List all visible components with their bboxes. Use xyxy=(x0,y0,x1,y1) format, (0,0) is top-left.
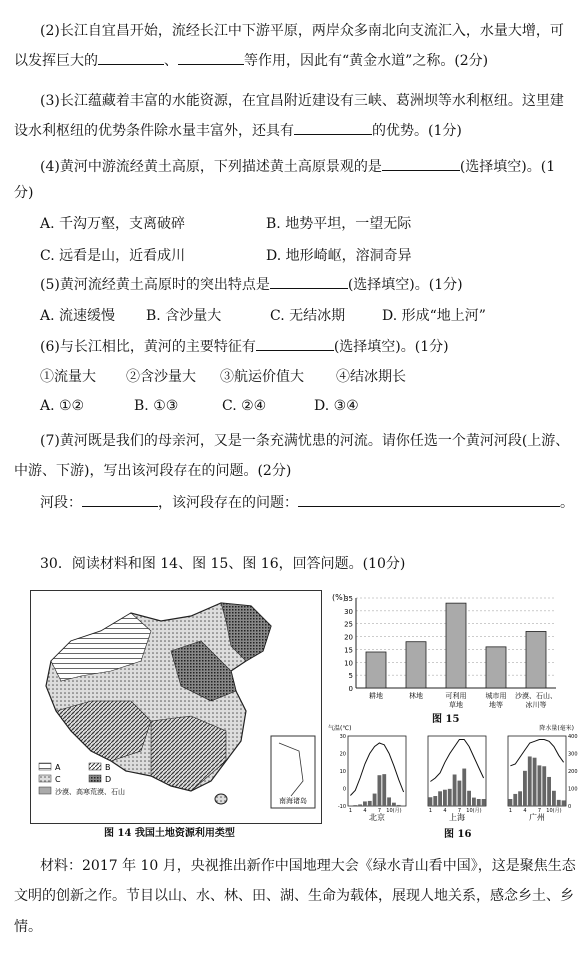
china-land-use-map xyxy=(31,591,321,823)
y-tick-label: 5 xyxy=(348,672,353,681)
q6-line1: (6)与长江相比，黄河的主要特征有 (选择填空)。(1分) xyxy=(40,336,449,356)
inset-label: 南海诸岛 xyxy=(279,797,307,805)
x-tick-label: 耕地 xyxy=(369,692,383,700)
q3-line2: 设水利枢纽的优势条件除水量丰富外，还具有 的优势。(1分) xyxy=(14,120,462,140)
y-tick-label: 35 xyxy=(344,595,353,603)
q6-item-1: ①流量大 xyxy=(40,369,96,385)
q2-line2: 以发挥巨大的 、 等作用，因此有“黄金水道”之称。(2分) xyxy=(14,50,488,70)
q4-option-a[interactable]: A. 千沟万壑，支离破碎 xyxy=(40,216,186,232)
q5-line1: (5)黄河流经黄土高原时的突出特点是 (选择填空)。(1分) xyxy=(40,274,463,294)
precip-bar xyxy=(462,769,466,806)
y-tick-left: 20 xyxy=(339,751,346,758)
q6-option-a[interactable]: A. ①② xyxy=(40,398,85,414)
precip-bar xyxy=(373,794,377,806)
q4-line2: 分) xyxy=(14,185,34,201)
bar xyxy=(406,642,426,688)
x-tick-label: 地等 xyxy=(489,701,503,709)
y-tick-right: 200 xyxy=(568,769,578,775)
figure-15-caption: 图 15 xyxy=(432,714,460,725)
figure-14-caption: 图 14 我国土地资源利用类型 xyxy=(104,828,235,839)
y-tick-right: 100 xyxy=(568,786,578,793)
x-tick-label: 1 xyxy=(428,808,433,814)
q5-option-b[interactable]: B. 含沙量大 xyxy=(146,308,222,324)
y-tick-left: 0 xyxy=(342,786,346,793)
q6-option-d[interactable]: D. ③④ xyxy=(314,398,359,414)
q4-option-b[interactable]: B. 地势平坦，一望无际 xyxy=(266,216,412,232)
q6-option-c[interactable]: C. ②④ xyxy=(222,398,267,414)
q7-blank-problem[interactable] xyxy=(298,492,560,507)
q6-blank[interactable] xyxy=(256,336,334,351)
city-name: 北京 xyxy=(369,813,385,822)
y-tick-right: 300 xyxy=(568,751,578,758)
precip-bar xyxy=(477,799,481,806)
y-axis-label: (%) xyxy=(332,593,346,602)
q6-option-b[interactable]: B. ①③ xyxy=(134,398,179,414)
q5-option-a[interactable]: A. 流速缓慢 xyxy=(40,308,116,324)
q4-line1: (4)黄河中游流经黄土高原，下列描述黄土高原景观的是 (选择填空)。(1 xyxy=(40,156,555,176)
y-tick-left: -10 xyxy=(337,804,346,810)
city-name: 广州 xyxy=(529,813,545,822)
y-tick-label: 30 xyxy=(344,607,353,616)
x-tick-label: 1 xyxy=(508,808,513,814)
precip-bar xyxy=(513,794,517,806)
precip-bar xyxy=(438,791,442,806)
precip-bar xyxy=(392,803,396,806)
y-tick-right: 400 xyxy=(568,734,578,740)
precip-bar xyxy=(448,789,452,806)
x-tick-label: 10(月) xyxy=(466,808,482,814)
q6-item-2: ②含沙量大 xyxy=(126,369,196,385)
city-name: 上海 xyxy=(449,813,465,822)
precip-bar xyxy=(429,797,433,806)
precip-bar xyxy=(542,766,546,806)
x-tick-label: 4 xyxy=(443,808,447,814)
legend-b: B xyxy=(105,763,111,772)
climate-panel xyxy=(428,736,486,806)
q6-item-4: ④结冰期长 xyxy=(336,369,406,385)
temperature-line xyxy=(510,740,563,766)
x-tick-label: 沙漠、石山、 xyxy=(515,692,557,700)
precip-bar xyxy=(518,791,522,806)
y-axis-label-right: 降水量(毫米) xyxy=(539,725,574,732)
x-tick-label: 可利用 xyxy=(445,692,467,700)
precip-bar xyxy=(557,800,561,806)
figure-16-caption: 图 16 xyxy=(444,829,472,840)
precip-bar xyxy=(552,791,556,806)
x-tick-label: 7 xyxy=(377,808,382,814)
climate-panel xyxy=(348,736,406,806)
x-tick-label: 林地 xyxy=(409,692,423,700)
x-tick-label: 10(月) xyxy=(546,808,562,814)
material-line1: 材料：2017 年 10 月，央视推出新作中国地理大会《绿水青山看中国》，这是聚焦生态 xyxy=(40,858,576,874)
material-line2: 文明的创新之作。节目以山、水、林、田、湖、生命为载体，展现人地关系，感念乡土、乡 xyxy=(14,888,574,904)
y-tick-label: 0 xyxy=(348,685,353,693)
precip-bar xyxy=(353,805,357,806)
precip-bar xyxy=(509,799,513,806)
q3-blank[interactable] xyxy=(294,120,372,135)
y-tick-right: 0 xyxy=(568,804,572,810)
precip-bar xyxy=(523,771,527,806)
q2-blank-2[interactable] xyxy=(178,50,244,65)
precip-bar xyxy=(458,781,462,806)
precip-bar xyxy=(387,797,391,806)
figure-16-chart xyxy=(326,722,576,822)
q7-blank-section[interactable] xyxy=(82,492,158,507)
bar xyxy=(486,647,506,688)
y-tick-label: 15 xyxy=(344,646,353,655)
precip-bar xyxy=(562,800,566,806)
q7-line1: (7)黄河既是我们的母亲河，又是一条充满忧患的河流。请你任选一个黄河河段(上游、 xyxy=(40,433,570,449)
legend-a: A xyxy=(55,763,61,772)
q5-option-c[interactable]: C. 无结冰期 xyxy=(270,308,346,324)
x-tick-label: 冰川等 xyxy=(525,701,547,709)
precip-bar xyxy=(358,804,362,806)
bar xyxy=(526,631,546,688)
y-tick-label: 20 xyxy=(344,633,353,642)
x-tick-label: 草地 xyxy=(449,701,463,709)
bar xyxy=(446,603,466,688)
y-tick-label: 25 xyxy=(344,620,353,629)
y-tick-label: 10 xyxy=(344,659,353,668)
x-tick-label: 7 xyxy=(537,808,542,814)
x-tick-label: 10(月) xyxy=(386,808,402,814)
q2-blank-1[interactable] xyxy=(98,50,164,65)
figure-14-map xyxy=(30,590,322,824)
legend-d: D xyxy=(105,775,112,784)
precip-bar xyxy=(349,805,353,806)
precip-bar xyxy=(433,796,437,806)
q30-title: 30．阅读材料和图 14、图 15、图 16，回答问题。(10分) xyxy=(40,556,406,572)
precip-bar xyxy=(547,777,551,806)
precip-bar xyxy=(378,775,382,806)
q4-option-c[interactable]: C. 远看是山，近看成川 xyxy=(40,248,186,264)
q6-item-3: ③航运价值大 xyxy=(220,369,304,385)
x-tick-label: 城市用 xyxy=(485,692,507,700)
temperature-line xyxy=(430,740,483,782)
bar xyxy=(366,652,386,688)
precip-bar xyxy=(482,799,486,806)
y-tick-left: 10 xyxy=(339,769,346,775)
q7-line3: 河段： ，该河段存在的问题： 。 xyxy=(40,492,574,512)
y-axis-label-left: 气温(℃) xyxy=(328,725,352,732)
precip-bar xyxy=(443,790,447,806)
q7-line2: 中游、下游)，写出该河段存在的问题。(2分) xyxy=(14,463,292,479)
y-tick-left: 30 xyxy=(339,734,346,740)
q2-line1: (2)长江自宜昌开始，流经长江中下游平原，两岸众多南北向支流汇入，水量大增，可 xyxy=(40,23,564,39)
precip-bar xyxy=(368,801,372,806)
precip-bar xyxy=(363,801,367,806)
temperature-line xyxy=(350,743,403,796)
legend-c: C xyxy=(55,775,61,784)
precip-bar xyxy=(467,791,471,806)
q4-option-d[interactable]: D. 地形崎岖，溶洞奇异 xyxy=(266,248,412,264)
precip-bar xyxy=(397,805,401,806)
precip-bar xyxy=(472,798,476,806)
legend-extra: 沙漠、高寒荒漠、石山 xyxy=(55,788,125,796)
precip-bar xyxy=(538,765,542,806)
precip-bar xyxy=(533,758,537,806)
material-line3: 情。 xyxy=(14,919,42,935)
precip-bar xyxy=(453,775,457,807)
x-tick-label: 7 xyxy=(457,808,462,814)
q3-line1: (3)长江蕴藏着丰富的水能资源，在宜昌附近建设有三峡、葛洲坝等水利枢纽。这里建 xyxy=(40,93,564,109)
precip-bar xyxy=(382,774,386,806)
q5-option-d[interactable]: D. 形成“地上河” xyxy=(382,308,486,324)
q4-blank[interactable] xyxy=(382,156,460,171)
x-tick-label: 4 xyxy=(523,808,527,814)
q5-blank[interactable] xyxy=(270,274,348,289)
precip-bar xyxy=(528,756,532,806)
x-tick-label: 4 xyxy=(363,808,367,814)
figure-15-chart xyxy=(326,590,566,725)
x-tick-label: 1 xyxy=(348,808,353,814)
